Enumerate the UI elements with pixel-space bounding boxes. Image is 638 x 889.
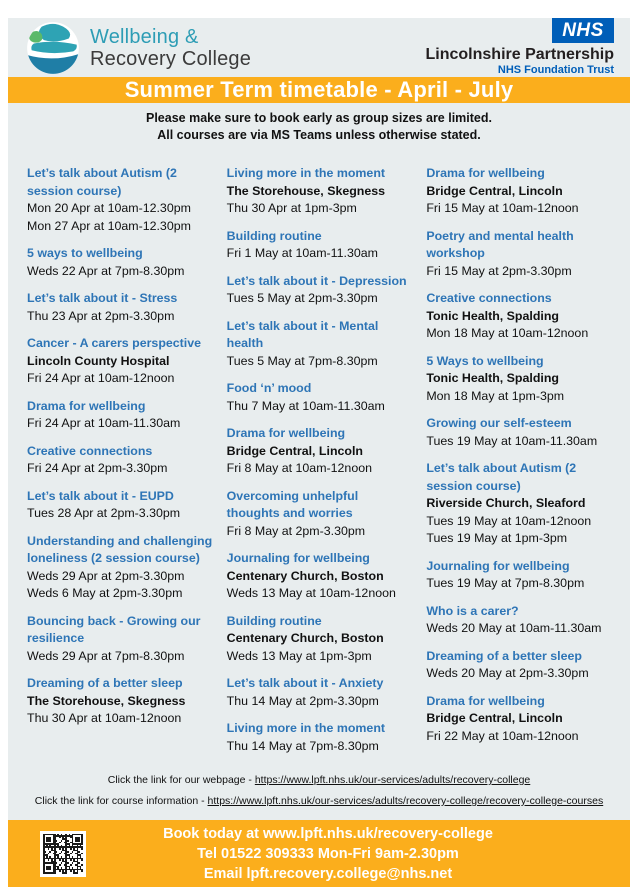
course-entry xyxy=(27,613,213,666)
content-area xyxy=(8,103,630,820)
course-location: Riverside Church, Sleaford xyxy=(426,496,586,510)
course-date: Mon 18 May at 10am-12noon xyxy=(426,326,589,340)
course-date: Fri 8 May at 10am-12noon xyxy=(226,461,372,475)
course-title: Let’s talk about it - Depression xyxy=(226,273,407,288)
course-date: Weds 22 Apr at 7pm-8.30pm xyxy=(27,263,185,278)
course-entry xyxy=(27,335,213,388)
course-entry xyxy=(426,603,612,638)
course-title: Journaling for wellbeing xyxy=(426,558,570,573)
logo-line-1: Wellbeing & xyxy=(90,25,199,48)
course-date: Thu 7 May at 10am-11.30am xyxy=(226,398,385,413)
course-title: Drama for wellbeing xyxy=(426,166,545,180)
pebble-stack-logo-icon xyxy=(26,21,80,75)
course-location: The Storehouse, Skegness xyxy=(226,183,386,198)
link-line-2 xyxy=(8,795,630,807)
course-date: Fri 15 May at 10am-12noon xyxy=(426,201,579,215)
course-column-1 xyxy=(27,165,213,765)
course-entry xyxy=(227,273,413,308)
course-date: Fri 24 Apr at 2pm-3.30pm xyxy=(27,461,168,475)
link-prefix: Click the link for course information - xyxy=(34,795,208,807)
course-entry xyxy=(426,353,612,406)
course-date: Weds 29 Apr at 2pm-3.30pm xyxy=(27,568,185,583)
course-title: Let’s talk about it - EUPD xyxy=(27,488,174,503)
course-entry xyxy=(27,290,213,325)
course-date: Weds 13 May at 10am-12noon xyxy=(226,586,396,600)
course-location: Tonic Health, Spalding xyxy=(426,371,559,385)
course-entry xyxy=(227,488,413,541)
course-location: Bridge Central, Lincoln xyxy=(426,183,563,198)
course-title: Let’s talk about it - Mental health xyxy=(226,318,379,350)
booking-tel-line: Tel 01522 309333 Mon-Fri 9am-2.30pm xyxy=(197,845,459,862)
course-location: Bridge Central, Lincoln xyxy=(226,443,363,458)
course-date: Fri 1 May at 10am-11.30am xyxy=(226,246,378,260)
course-date: Thu 14 May at 7pm-8.30pm xyxy=(226,738,379,753)
course-title: Food ‘n’ mood xyxy=(226,381,312,395)
course-title: Who is a carer? xyxy=(426,603,519,618)
course-date: Fri 24 Apr at 10am-12noon xyxy=(27,371,175,385)
course-entry xyxy=(426,228,612,281)
nhs-trust-logo xyxy=(426,18,614,77)
course-date: Tues 19 May at 10am-12noon xyxy=(426,513,592,528)
course-date: Fri 24 Apr at 10am-11.30am xyxy=(27,416,181,430)
logo-line-2: Recovery College xyxy=(90,47,252,70)
course-location: Centenary Church, Boston xyxy=(226,631,384,645)
course-entry xyxy=(426,460,612,548)
course-title: Growing our self-esteem xyxy=(426,416,572,430)
course-date: Weds 6 May at 2pm-3.30pm xyxy=(27,586,183,600)
link-line-1 xyxy=(8,774,630,786)
webpage-link[interactable]: https://www.lpft.nhs.uk/our-services/adults/recovery-college xyxy=(254,774,531,786)
course-title: Overcoming unhelpful thoughts and worries xyxy=(226,488,359,520)
logo-text xyxy=(90,26,251,70)
course-title: Drama for wellbeing xyxy=(426,693,545,708)
course-title: Drama for wellbeing xyxy=(226,426,346,440)
course-title: Dreaming of a better sleep xyxy=(27,676,183,690)
course-entry xyxy=(426,558,612,593)
notice-line-1: Please make sure to book early as group sizes are limited. xyxy=(146,111,492,125)
course-entry xyxy=(227,613,413,666)
course-date: Tues 28 Apr at 2pm-3.30pm xyxy=(27,506,181,520)
course-date: Tues 5 May at 7pm-8.30pm xyxy=(226,353,378,368)
course-location: Lincoln County Hospital xyxy=(27,353,170,368)
booking-contact xyxy=(98,824,558,884)
course-entry xyxy=(426,415,612,450)
nhs-logo-icon: NHS xyxy=(552,18,614,43)
course-title: Bouncing back - Growing our resilience xyxy=(27,613,201,645)
course-title: Let’s talk about it - Stress xyxy=(27,291,178,305)
booking-email-line: Email lpft.recovery.college@nhs.net xyxy=(203,865,453,882)
course-location: The Storehouse, Skegness xyxy=(27,693,186,708)
course-entry xyxy=(426,290,612,343)
course-title: Cancer - A carers perspective xyxy=(27,336,202,350)
course-date: Mon 27 Apr at 10am-12.30pm xyxy=(27,218,191,233)
course-entry xyxy=(27,443,213,478)
wellbeing-logo xyxy=(26,21,251,75)
course-title: Building routine xyxy=(226,228,322,243)
course-title: Living more in the moment xyxy=(226,721,386,735)
qr-code-box xyxy=(40,831,86,877)
link-prefix: Click the link for our webpage - xyxy=(107,774,255,786)
course-entry xyxy=(27,165,213,235)
notice-line-2: All courses are via MS Teams unless otherwise stated. xyxy=(157,128,481,142)
course-date: Tues 19 May at 1pm-3pm xyxy=(426,531,568,545)
course-entry xyxy=(227,228,413,263)
course-location: Tonic Health, Spalding xyxy=(426,308,559,323)
course-title: Let’s talk about Autism (2 session course) xyxy=(426,461,577,493)
course-date: Weds 29 Apr at 7pm-8.30pm xyxy=(27,648,185,663)
course-title: Dreaming of a better sleep xyxy=(426,648,582,663)
course-entry xyxy=(426,693,612,746)
booking-notice xyxy=(8,110,630,144)
header xyxy=(8,18,630,77)
course-entry xyxy=(27,245,213,280)
course-entry xyxy=(227,165,413,218)
course-date: Thu 30 Apr at 10am-12noon xyxy=(27,711,182,725)
course-date: Tues 19 May at 7pm-8.30pm xyxy=(426,576,585,590)
course-entry xyxy=(227,380,413,415)
title-banner xyxy=(8,77,630,103)
course-title: Building routine xyxy=(226,613,322,628)
course-entry xyxy=(227,720,413,755)
course-title: Let’s talk about Autism (2 session course) xyxy=(27,166,177,198)
course-date: Tues 5 May at 2pm-3.30pm xyxy=(226,291,378,305)
course-title: Let’s talk about it - Anxiety xyxy=(226,676,384,690)
course-date: Mon 18 May at 1pm-3pm xyxy=(426,388,565,403)
course-entry xyxy=(227,675,413,710)
course-information-link[interactable]: https://www.lpft.nhs.uk/our-services/adults/recovery-college/recovery-college-courses xyxy=(207,795,604,807)
course-date: Mon 20 Apr at 10am-12.30pm xyxy=(27,201,191,215)
course-date: Thu 23 Apr at 2pm-3.30pm xyxy=(27,308,175,323)
course-date: Thu 14 May at 2pm-3.30pm xyxy=(226,693,379,708)
links-section xyxy=(8,765,630,820)
course-entry xyxy=(27,488,213,523)
course-title: Creative connections xyxy=(27,443,153,458)
course-date: Tues 19 May at 10am-11.30am xyxy=(426,433,598,448)
course-column-3 xyxy=(426,165,612,765)
course-date: Fri 15 May at 2pm-3.30pm xyxy=(426,263,572,278)
course-entry xyxy=(227,550,413,603)
course-title: Poetry and mental health workshop xyxy=(426,228,574,260)
qr-code-icon xyxy=(43,834,83,874)
course-date: Fri 22 May at 10am-12noon xyxy=(426,728,579,743)
course-entry xyxy=(27,398,213,433)
course-entry xyxy=(27,533,213,603)
course-date: Weds 13 May at 1pm-3pm xyxy=(226,648,372,663)
course-date: Thu 30 Apr at 1pm-3pm xyxy=(226,201,357,215)
page-title: Summer Term timetable - April - July xyxy=(124,77,514,102)
nhs-org-name: Lincolnshire Partnership xyxy=(425,46,614,63)
course-location: Centenary Church, Boston xyxy=(226,568,384,583)
booking-footer xyxy=(8,820,630,887)
course-entry xyxy=(27,675,213,728)
course-title: Journaling for wellbeing xyxy=(226,551,370,565)
course-columns xyxy=(8,165,630,765)
nhs-trust-subtitle: NHS Foundation Trust xyxy=(497,64,614,76)
course-column-2 xyxy=(227,165,413,765)
booking-web-line: Book today at www.lpft.nhs.uk/recovery-college xyxy=(163,825,493,842)
course-title: 5 Ways to wellbeing xyxy=(426,353,544,368)
course-title: Creative connections xyxy=(426,291,552,305)
course-date: Fri 8 May at 2pm-3.30pm xyxy=(226,523,366,538)
course-entry xyxy=(227,318,413,371)
course-entry xyxy=(426,165,612,218)
course-entry xyxy=(227,425,413,478)
course-title: 5 ways to wellbeing xyxy=(27,246,143,260)
course-date: Weds 20 May at 10am-11.30am xyxy=(426,621,602,635)
course-entry xyxy=(426,648,612,683)
course-location: Bridge Central, Lincoln xyxy=(426,711,563,725)
course-date: Weds 20 May at 2pm-3.30pm xyxy=(426,666,589,680)
course-title: Understanding and challenging loneliness (2 session course) xyxy=(27,533,213,565)
course-title: Living more in the moment xyxy=(226,166,386,180)
course-title: Drama for wellbeing xyxy=(27,398,146,413)
